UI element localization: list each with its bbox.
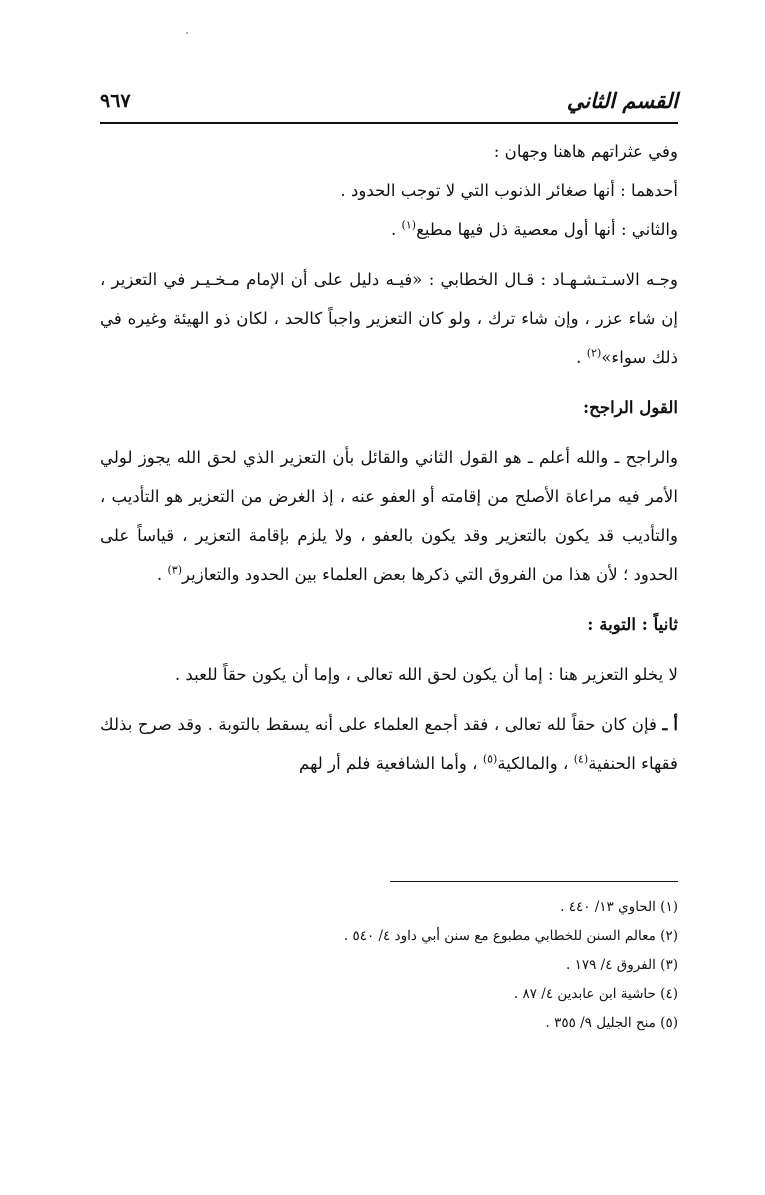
paragraph: أ ـ فإن كان حقاً لله تعالى ، فقد أجمع العلماء على أنه يسقط بالتوبة . وقد صرح بذلك فقهاء الحنفية$^{(٤)}$ ، والمالكية$^{(٥)}$ ، وأما الشافعية فلم أر لهم	[100, 714, 678, 773]
section-heading: ثانياً : التوبة :	[587, 614, 678, 634]
running-header	[100, 88, 678, 124]
page-number: ٩٦٧	[100, 90, 131, 112]
footnote-ref: (٢)	[586, 346, 602, 360]
paragraph: والثاني : أنها أول معصية ذل فيها مطيع$^{(١)}$ .	[390, 218, 678, 239]
footnote: (٢) معالم السنن للخطابي مطبوع مع سنن أبي داود ٤/ ٥٤٠ .	[343, 928, 678, 944]
footnote-ref: (٥)	[482, 752, 498, 766]
paragraph: لا يخلو التعزير هنا : إما أن يكون لحق الله تعالى ، وإما أن يكون حقاً للعبد .	[174, 665, 678, 684]
section-heading: القول الراجح:	[583, 397, 678, 417]
footnote: (١) الحاوي ١٣/ ٤٤٠ .	[560, 899, 678, 915]
main-text	[100, 132, 678, 783]
item-marker: أ ـ	[662, 714, 678, 734]
paragraph: والراجح ـ والله أعلم ـ هو القول الثاني والقائل بأن التعزير الذي لحق الله يجوز لولي الأمر فيه مراعاة الأصلح من إقامته أو العفو عنه ، إذ الغرض من التعزير هو التأديب ، والتأديب قد يكون بالتعزير وقد يكون بالعفو ، ولا يلزم بإقامة التعزير ، قياساً على الحدود ؛ لأن هذا من الفروق التي ذكرها بعض العلماء بين الحدود والتعازير$^{(٣)}$ .	[100, 448, 678, 584]
paragraph: وجـه الاسـتـشـهـاد : قـال الخطابي : «فيـه دليل على أن الإمام مـخـيـر في التعزير ، إن شاء عزر ، وإن شاء ترك ، ولو كان التعزير واجباً كالحد ، لكان ذو الهيئة وغيره في ذلك سواء»$^{(٢)}$ .	[100, 270, 678, 367]
footnote: (٣) الفروق ٤/ ١٧٩ .	[565, 957, 678, 973]
footnote-ref: (٣)	[167, 563, 182, 577]
speck	[186, 32, 188, 34]
footnote-ref: (٤)	[573, 752, 589, 766]
footnote-separator	[390, 881, 678, 882]
paragraph: وفي عثراتهم هاهنا وجهان :	[493, 142, 678, 161]
section-title: القسم الثاني	[566, 88, 678, 113]
footnote: (٥) منح الجليل ٩/ ٣٥٥ .	[545, 1015, 678, 1031]
footnotes	[100, 893, 678, 1038]
footnote-ref: (١)	[401, 218, 417, 232]
footnote: (٤) حاشية ابن عابدين ٤/ ٨٧ .	[513, 986, 678, 1002]
paragraph: أحدهما : أنها صغائر الذنوب التي لا توجب الحدود .	[340, 181, 678, 200]
